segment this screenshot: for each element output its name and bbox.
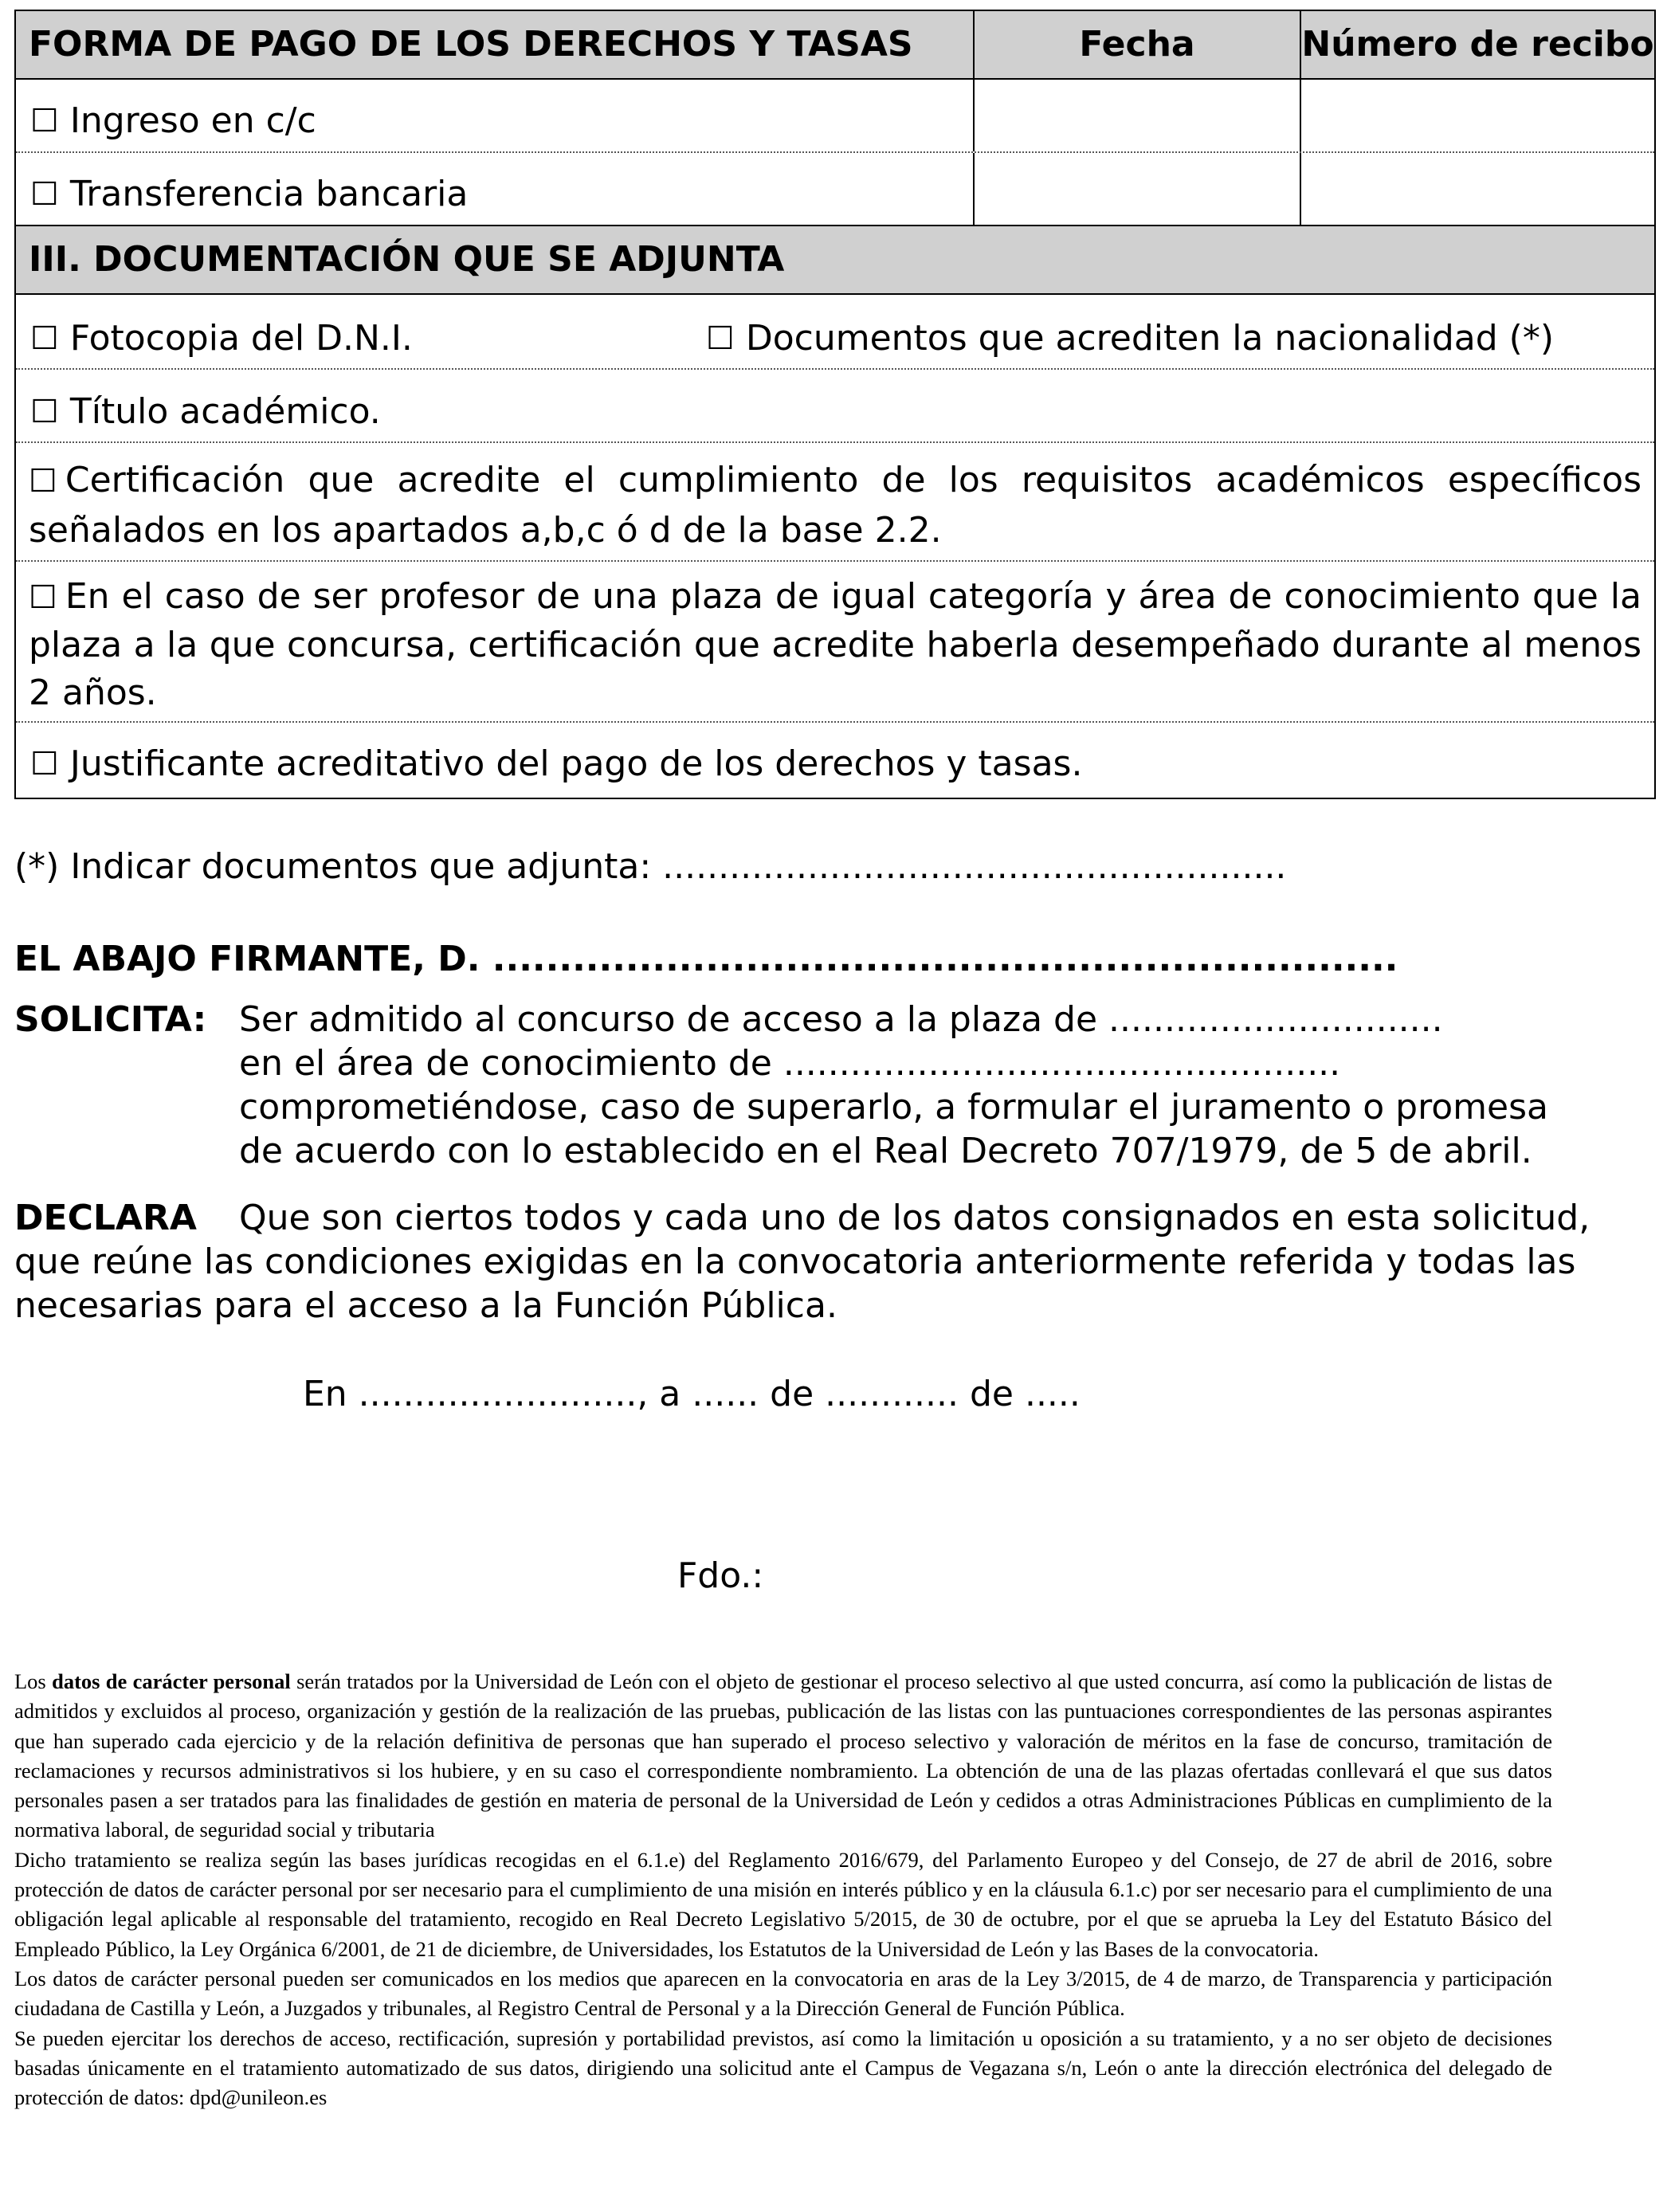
doc-dni-label: Fotocopia del D.N.I.	[69, 318, 413, 359]
option-transfer-label: Transferencia bancaria	[69, 174, 469, 214]
doc-row-teacher	[16, 562, 1654, 723]
checkbox-teacher[interactable]: ☐	[29, 579, 57, 616]
date-field-transfer[interactable]	[973, 153, 1300, 225]
doc-nationality-label: Documentos que acrediten la nacionalidad (*)	[745, 318, 1555, 359]
legal-paragraph-2: Dicho tratamiento se realiza según las bases jurídicas recogidas en el 6.1.e) del Reglamento 2016/679, del Parlamento Europeo y del Consejo, de 27 de abril de 2016, sobre protección de datos de carácter personal por ser necesario para el cumplimiento de una misión en interés público y en la cláusula 6.1.c) por ser necesario para el cumplimiento de una obligación legal aplicable al responsable del tratamiento, recogido en Real Decreto Legislativo 5/2015, de 30 de octubre, por el que se aprueba la Ley del Estatuto Básico del Empleado Público, la Ley Orgánica 6/2001, de 21 de diciembre, de Universidades, los Estatutos de la Universidad de León y las Bases de la convocatoria.	[14, 1847, 1552, 1961]
checkbox-transfer[interactable]: ☐	[30, 176, 59, 213]
declara-label: DECLARA	[14, 1198, 197, 1238]
doc-row-payment-proof	[16, 723, 1654, 798]
legal-bold-term: datos de carácter personal	[52, 1669, 291, 1693]
date-field-account[interactable]	[973, 80, 1300, 151]
legal-paragraph-3: Los datos de carácter personal pueden ser comunicados en los medios que aparecen en la convocatoria en aras de la Ley 3/2015, de 4 de marzo, de Transparencia y participación ciudadana de Castilla y León, a Juzgados y tribunales, al Registro Central de Personal y a la Dirección General de Función Pública.	[14, 1966, 1552, 2021]
payment-option-transfer-row	[16, 153, 1654, 226]
place-date-line: En ........................., a ...... de ............ de .....	[303, 1374, 1081, 1414]
checkbox-certification[interactable]: ☐	[29, 463, 57, 500]
doc-payment-proof-label: Justificante acreditativo del pago de los derechos y tasas.	[69, 743, 1083, 784]
doc-row-dni	[16, 295, 1654, 370]
doc-row-certification	[16, 443, 1654, 562]
payment-header-receipt: Número de recibo	[1301, 24, 1654, 65]
checkbox-nationality[interactable]: ☐	[706, 320, 735, 357]
form-table	[14, 10, 1656, 799]
payment-header-title: FORMA DE PAGO DE LOS DERECHOS Y TASAS	[29, 24, 913, 65]
legal-paragraph-1: Los datos de carácter personal serán tratados por la Universidad de León con el objeto de gestionar el proceso selectivo al que usted concurra, así como la publicación de listas de admitidos y excluidos al proceso, organización y gestión de la realización de las pruebas, publicación de las listas con las puntuaciones correspondientes de las personas aspirantes que han superado cada ejercicio y de la relación definitiva de personas que han superado el proceso selectivo y valoración de méritos en la fase de concurso, tramitación de reclamaciones y recursos administrativos si los hubiere, y en su caso el correspondiente nombramiento. La obtención de una de las plazas ofertadas conllevará el que sus datos personales pasen a ser tratados para las finalidades de gestión en materia de personal de la Universidad de León y cedidos a otras Administraciones Públicas en cumplimiento de la normativa laboral, de seguridad social y tributaria	[14, 1669, 1552, 1842]
documentation-header-row	[16, 226, 1654, 295]
signature-label: Fdo.:	[677, 1555, 764, 1596]
payment-header-date: Fecha	[1079, 24, 1195, 65]
solicita-line-3: comprometiéndose, caso de superarlo, a formular el juramento o promesa	[239, 1087, 1548, 1128]
checkbox-payment-proof[interactable]: ☐	[30, 746, 59, 782]
attached-docs-note: (*) Indicar documentos que adjunta: ........................................................	[14, 846, 1287, 887]
payment-header-row	[16, 11, 1654, 80]
checkbox-dni[interactable]: ☐	[30, 320, 59, 357]
solicita-label: SOLICITA:	[14, 999, 207, 1040]
receipt-field-account[interactable]	[1300, 80, 1654, 151]
option-account-label: Ingreso en c/c	[69, 100, 316, 141]
solicita-line-4: de acuerdo con lo establecido en el Real Decreto 707/1979, de 5 de abril.	[239, 1131, 1532, 1171]
receipt-field-transfer[interactable]	[1300, 153, 1654, 225]
documentation-header: III. DOCUMENTACIÓN QUE SE ADJUNTA	[29, 239, 785, 280]
checkbox-account[interactable]: ☐	[30, 103, 59, 139]
legal-paragraph-4: Se pueden ejercitar los derechos de acceso, rectificación, supresión y portabilidad previstos, así como la limitación u oposición a su tratamiento, y a no ser objeto de decisiones basadas únicamente en el tratamiento automatizado de sus datos, dirigiendo una solicitud ante el Campus de Vegazana s/n, León o ante la dirección electrónica del delegado de protección de datos: dpd@unileon.es	[14, 2026, 1552, 2110]
doc-row-degree	[16, 370, 1654, 443]
solicita-line-2: en el área de conocimiento de ..................................................	[239, 1043, 1341, 1084]
declara-line-1: Que son ciertos todos y cada uno de los datos consignados en esta solicitud,	[239, 1198, 1591, 1238]
data-protection-notice	[14, 1667, 1552, 2112]
doc-certification-text: Certificación que acredite el cumplimiento de los requisitos académicos específicos señalados en los apartados a,b,c ó d de la base 2.2.	[29, 460, 1642, 551]
solicita-line-1: Ser admitido al concurso de acceso a la plaza de ..............................	[239, 999, 1443, 1040]
signer-line: EL ABAJO FIRMANTE, D. ....................................................................	[14, 939, 1398, 979]
declara-line-2: que reúne las condiciones exigidas en la convocatoria anteriormente referida y todas las	[14, 1241, 1576, 1282]
declara-line-3: necesarias para el acceso a la Función Pública.	[14, 1285, 837, 1326]
doc-degree-label: Título académico.	[69, 391, 381, 432]
doc-teacher-text: En el caso de ser profesor de una plaza de igual categoría y área de conocimiento que la plaza a la que concursa, certificación que acredite haberla desempeñado durante al menos 2 años.	[29, 576, 1642, 713]
checkbox-degree[interactable]: ☐	[30, 394, 59, 430]
payment-option-account-row	[16, 80, 1654, 153]
